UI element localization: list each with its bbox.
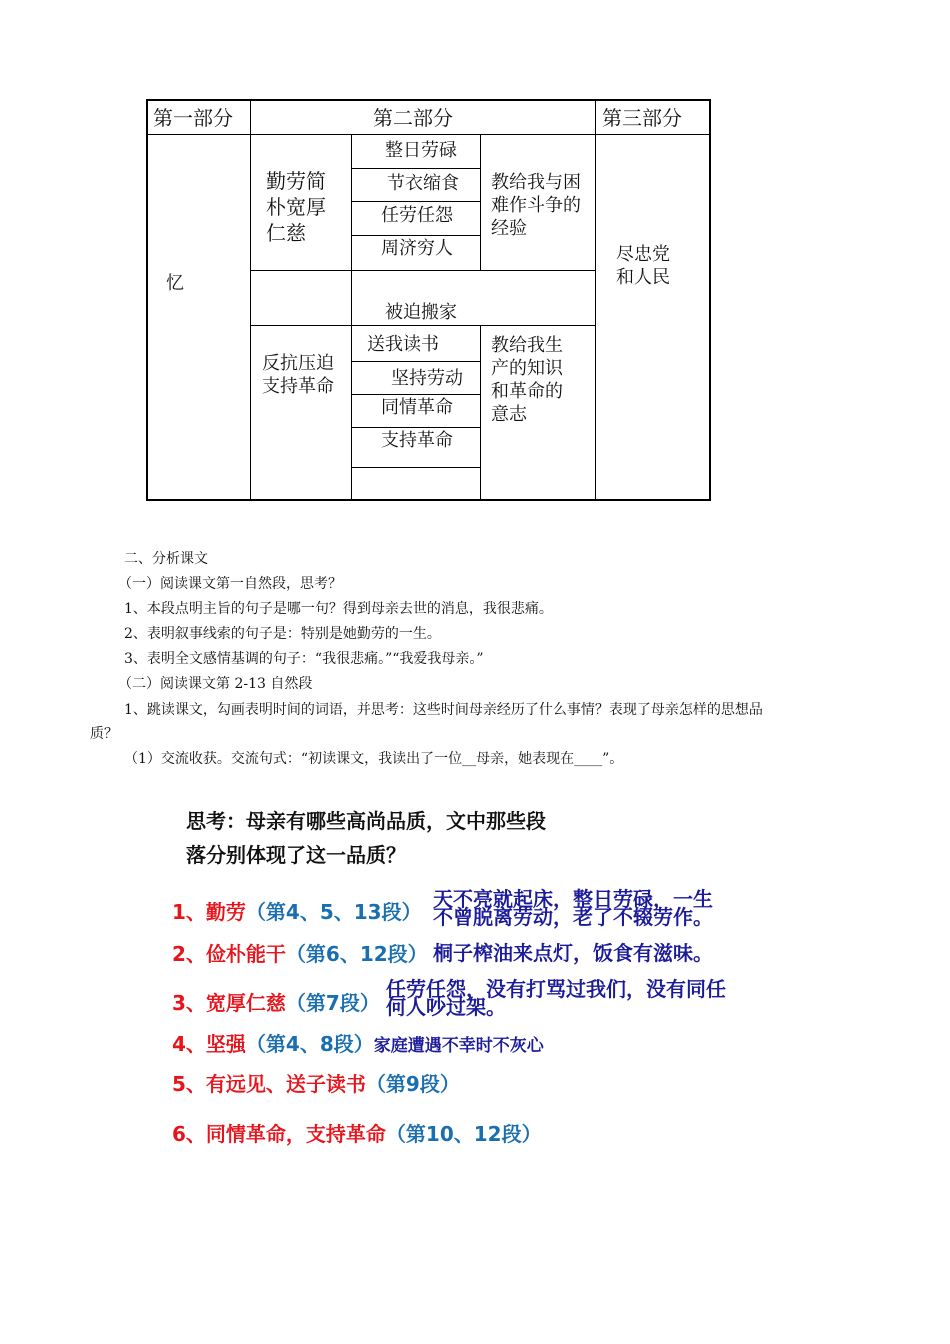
group1-item: 周济穷人 bbox=[381, 238, 453, 259]
quality-ref: （第6、12段） bbox=[285, 942, 428, 966]
group1-lesson-line1: 教给我与困 bbox=[491, 172, 581, 193]
middle-item: 被迫搬家 bbox=[385, 302, 457, 323]
quality-ref: （第7段） bbox=[285, 991, 380, 1015]
group2-quality-line2: 支持革命 bbox=[262, 376, 334, 397]
task-line-cont: 质？ bbox=[90, 726, 118, 742]
quality-ref: （第9段） bbox=[365, 1072, 460, 1096]
subsection-heading: （一）阅读课文第一自然段，思考？ bbox=[118, 576, 342, 592]
group2-item: 坚持劳动 bbox=[391, 368, 463, 389]
section-heading: 二、分析课文 bbox=[124, 551, 208, 567]
quality-item bbox=[172, 938, 428, 967]
structure-table bbox=[0, 0, 950, 510]
group2-lesson-line2: 产的知识 bbox=[491, 358, 563, 379]
group1-lesson-line2: 难作斗争的 bbox=[491, 195, 581, 216]
quality-name: 1、勤劳 bbox=[172, 900, 246, 924]
group2-item: 同情革命 bbox=[381, 397, 453, 418]
quality-name: 5、有远见、送子读书 bbox=[172, 1072, 366, 1096]
quality-note: 不曾脱离劳动，老了不辍劳作。 bbox=[433, 905, 713, 929]
quality-name: 6、同情革命，支持革命 bbox=[172, 1122, 386, 1146]
header-part1: 第一部分 bbox=[153, 106, 233, 130]
group1-item: 整日劳碌 bbox=[385, 140, 457, 161]
part1-label: 忆 bbox=[166, 273, 184, 294]
quality-note: 天不亮就起床，整日劳碌，一生 bbox=[433, 887, 713, 911]
sentence-pattern: （1）交流收获。交流句式：“初读课文，我读出了一位__母亲，她表现在____”。 bbox=[124, 751, 624, 767]
group2-lesson-line4: 意志 bbox=[491, 404, 527, 425]
subsection-heading: （二）阅读课文第 2-13 自然段 bbox=[118, 676, 313, 692]
group2-lesson-line3: 和革命的 bbox=[491, 381, 563, 402]
think-title-line2: 落分别体现了这一品质？ bbox=[186, 843, 406, 867]
group2-lesson-line1: 教给我生 bbox=[491, 335, 563, 356]
group1-quality-line1: 勤劳简 bbox=[266, 169, 326, 193]
part3-line1: 尽忠党 bbox=[616, 244, 670, 265]
quality-name: 2、俭朴能干 bbox=[172, 942, 286, 966]
group1-item: 任劳任怨 bbox=[381, 205, 453, 226]
quality-ref: （第4、5、13段） bbox=[245, 900, 422, 924]
group1-lesson-line3: 经验 bbox=[491, 218, 527, 239]
answer-line: 2、表明叙事线索的句子是：特别是她勤劳的一生。 bbox=[124, 626, 441, 642]
quality-item bbox=[172, 896, 422, 925]
quality-item bbox=[172, 1028, 544, 1057]
group1-quality-line3: 仁慈 bbox=[266, 221, 306, 245]
group2-item: 送我读书 bbox=[367, 334, 439, 355]
quality-name: 3、宽厚仁慈 bbox=[172, 991, 286, 1015]
group2-item: 支持革命 bbox=[381, 430, 453, 451]
group2-quality-line1: 反抗压迫 bbox=[262, 353, 334, 374]
task-line: 1、跳读课文，勾画表明时间的词语，并思考：这些时间母亲经历了什么事情？表现了母亲怎样的思想品 bbox=[124, 702, 763, 718]
quality-item bbox=[172, 1118, 542, 1147]
group1-quality-line2: 朴宽厚 bbox=[266, 195, 326, 219]
part3-line2: 和人民 bbox=[616, 267, 670, 288]
header-part3: 第三部分 bbox=[602, 106, 682, 130]
quality-ref: （第4、8段） bbox=[245, 1032, 374, 1056]
answer-line: 1、本段点明主旨的句子是哪一句？得到母亲去世的消息，我很悲痛。 bbox=[124, 601, 553, 617]
header-part2: 第二部分 bbox=[373, 106, 453, 130]
quality-name: 4、坚强 bbox=[172, 1032, 246, 1056]
quality-note: 任劳任怨，没有打骂过我们，没有同任 bbox=[386, 977, 726, 1001]
quality-note: 桐子榨油来点灯，饭食有滋味。 bbox=[433, 941, 713, 965]
quality-ref: （第10、12段） bbox=[385, 1122, 542, 1146]
quality-note: 家庭遭遇不幸时不灰心 bbox=[373, 1036, 544, 1056]
quality-note: 何人吵过架。 bbox=[386, 995, 506, 1019]
answer-line: 3、表明全文感情基调的句子：“我很悲痛。”“我爱我母亲。” bbox=[124, 651, 484, 667]
quality-item bbox=[172, 1068, 460, 1097]
group1-item: 节衣缩食 bbox=[387, 173, 459, 194]
quality-item bbox=[172, 987, 380, 1016]
think-title-line1: 思考：母亲有哪些高尚品质，文中那些段 bbox=[186, 809, 546, 833]
